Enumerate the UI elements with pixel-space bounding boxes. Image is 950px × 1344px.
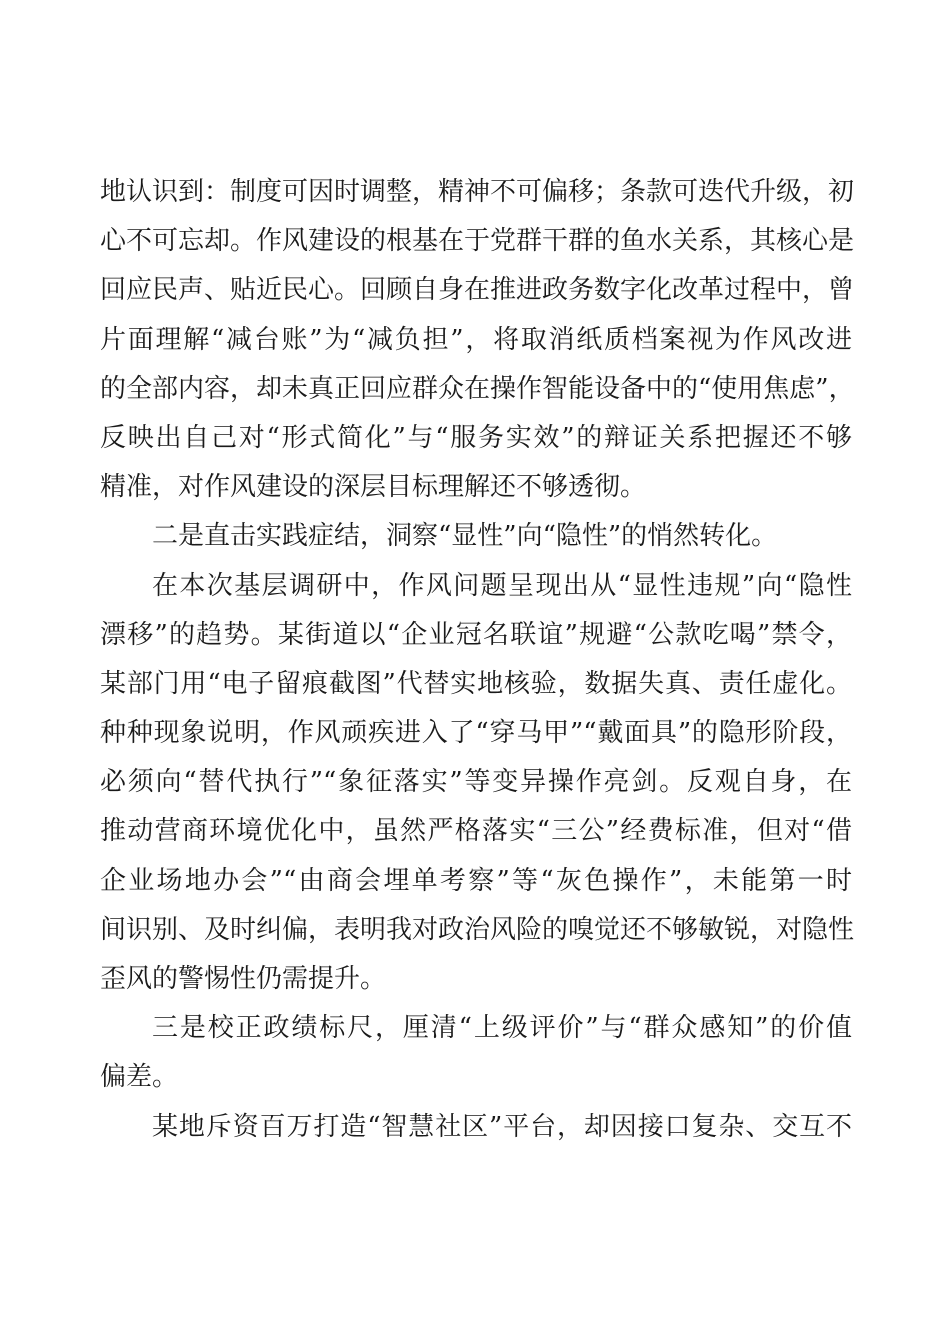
text-line: 地认识到：制度可因时调整，精神不可偏移；条款可迭代升级，初: [100, 177, 855, 207]
section-heading-two: [100, 512, 852, 561]
text-line: 的全部内容，却未真正回应群众在操作智能设备中的“使用焦虑”，: [100, 373, 855, 404]
text-line: 必须向“替代执行”“象征落实”等变异操作亮剑。反观自身，在: [100, 767, 852, 798]
text-line: 片面理解“减台账”为“减负担”，将取消纸质档案视为作风改进: [100, 324, 852, 355]
text-line: 二是直击实践症结，洞察“显性”向“隐性”的悄然转化。: [152, 521, 778, 552]
text-line: 种种现象说明，作风顽疾进入了“穿马甲”“戴面具”的隐形阶段，: [100, 718, 852, 749]
paragraph-smart-community: [100, 1103, 852, 1152]
document-body: [100, 168, 855, 1152]
text-line: 反映出自己对“形式简化”与“服务实效”的辩证关系把握还不够: [100, 422, 852, 453]
text-line: 歪风的警惕性仍需提升。: [100, 964, 387, 994]
text-line: 精准，对作风建设的深层目标理解还不够透彻。: [100, 472, 647, 503]
text-line: 三是校正政绩标尺，厘清“上级评价”与“群众感知”的价值: [152, 1013, 852, 1044]
text-line: 企业场地办会”“由商会埋单考察”等“灰色操作”，未能第一时: [100, 865, 852, 896]
paragraph-grassroots-research: [100, 562, 855, 1005]
text-line: 偏差。: [100, 1062, 179, 1093]
paragraph-cognition: [100, 168, 855, 512]
section-heading-three: [100, 1004, 852, 1102]
text-line: 推动营商环境优化中，虽然严格落实“三公”经费标准，但对“借: [100, 816, 852, 847]
text-line: 在本次基层调研中，作风问题呈现出从“显性违规”向“隐性: [152, 570, 852, 601]
text-line: 间识别、及时纠偏，表明我对政治风险的嗅觉还不够敏锐，对隐性: [100, 914, 855, 945]
text-line: 漂移”的趋势。某街道以“企业冠名联谊”规避“公款吃喝”禁令，: [100, 619, 852, 650]
text-line: 回应民声、贴近民心。回顾自身在推进政务数字化改革过程中，曾: [100, 275, 855, 306]
text-line: 心不可忘却。作风建设的根基在于党群干群的鱼水关系，其核心是: [100, 226, 855, 257]
text-line: 某部门用“电子留痕截图”代替实地核验，数据失真、责任虚化。: [100, 668, 852, 699]
text-line: 某地斥资百万打造“智慧社区”平台，却因接口复杂、交互不: [152, 1111, 852, 1142]
